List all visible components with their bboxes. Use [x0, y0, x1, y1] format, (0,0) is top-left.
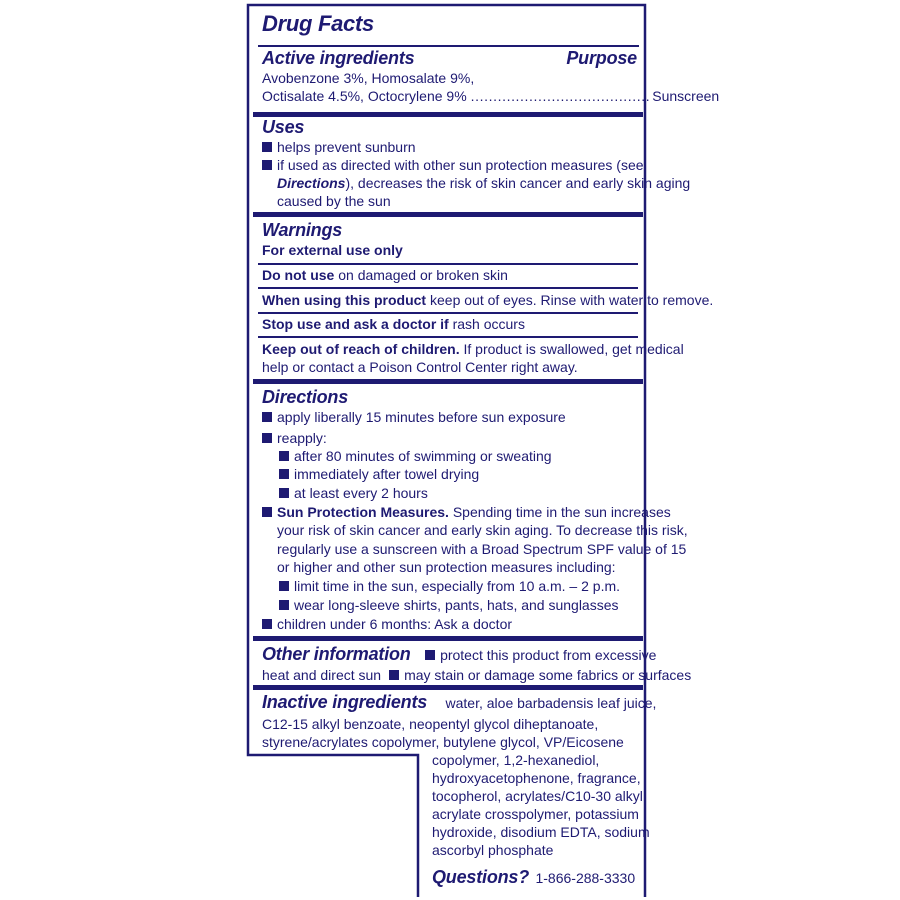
divider-active	[253, 112, 643, 117]
uses-item-1: helps prevent sunburn	[262, 138, 416, 156]
bullet-icon	[279, 600, 289, 610]
directions-item-3-l4: or higher and other sun protection measures including:	[277, 559, 616, 575]
keep-out-reach-cont: help or contact a Poison Control Center right away.	[262, 359, 578, 375]
divider-donot	[258, 287, 638, 289]
uses-heading: Uses	[262, 117, 305, 137]
inactive-line-8: hydroxide, disodium EDTA, sodium	[432, 824, 650, 840]
page-title: Drug Facts	[262, 11, 374, 36]
inactive-line-5: hydroxyacetophenone, fragrance,	[432, 770, 641, 786]
bullet-icon	[279, 451, 289, 461]
divider-external	[258, 263, 638, 265]
uses-item-2-cont: Directions), decreases the risk of skin cancer and early skin aging	[277, 175, 691, 191]
divider-stop	[258, 336, 638, 338]
inactive-line-2: C12-15 alkyl benzoate, neopentyl glycol diheptanoate,	[262, 716, 599, 732]
active-line-1: Avobenzone 3%, Homosalate 9%,	[262, 70, 475, 86]
other-line-1: Other information protect this product from excessive	[262, 644, 657, 664]
divider-when	[258, 312, 638, 314]
purpose-heading: Purpose	[566, 48, 637, 68]
directions-sub-5: wear long-sleeve shirts, pants, hats, and sunglasses	[279, 596, 619, 614]
warnings-heading: Warnings	[262, 220, 343, 240]
uses-item-2: if used as directed with other sun protection measures (see	[262, 156, 644, 174]
directions-item-3-l3: regularly use a sunscreen with a Broad Spectrum SPF value of 15	[277, 541, 687, 557]
directions-ref: Directions	[277, 175, 346, 191]
bullet-icon	[425, 650, 435, 660]
active-ingredients-text: Octisalate 4.5%, Octocrylene 9%	[262, 88, 467, 104]
inactive-line-7: acrylate crosspolymer, potassium	[432, 806, 639, 822]
bullet-icon	[279, 581, 289, 591]
bullet-icon	[279, 488, 289, 498]
bullet-icon	[389, 670, 399, 680]
leader-dots: ........................................	[470, 88, 651, 104]
directions-sub-1: after 80 minutes of swimming or sweating	[279, 447, 552, 465]
external-use: For external use only	[262, 242, 403, 258]
do-not-use: Do not use on damaged or broken skin	[262, 267, 508, 283]
divider-uses	[253, 212, 643, 217]
bullet-icon	[279, 469, 289, 479]
questions-line	[432, 866, 635, 888]
directions-item-3: Sun Protection Measures. Spending time in the sun increases	[262, 503, 671, 521]
inactive-heading: Inactive ingredients	[262, 692, 428, 712]
divider-other	[253, 685, 643, 690]
phone-number: 1-866-288-3330	[535, 870, 636, 886]
directions-item-2: reapply:	[262, 429, 327, 447]
inactive-line-3: styrene/acrylates copolymer, butylene glycol, VP/Eicosene	[262, 734, 624, 750]
directions-heading: Directions	[262, 387, 349, 407]
divider-warnings	[253, 379, 643, 384]
inactive-line-4: copolymer, 1,2-hexanediol,	[432, 752, 600, 768]
directions-item-3-l2: your risk of skin cancer and early skin aging. To decrease this risk,	[277, 522, 688, 538]
bullet-icon	[262, 142, 272, 152]
other-heading: Other information	[262, 644, 411, 664]
stop-use: Stop use and ask a doctor if rash occurs	[262, 316, 525, 332]
keep-out-reach: Keep out of reach of children. If product is swallowed, get medical	[262, 341, 684, 357]
questions-label: Questions?	[432, 867, 530, 887]
active-line-2	[262, 87, 720, 105]
active-heading: Active ingredients	[262, 48, 415, 68]
directions-item-1: apply liberally 15 minutes before sun exposure	[262, 408, 566, 426]
directions-sub-4: limit time in the sun, especially from 10 a.m. – 2 p.m.	[279, 577, 620, 595]
inactive-line-6: tocopherol, acrylates/C10-30 alkyl	[432, 788, 643, 804]
other-line-2: heat and direct sun may stain or damage some fabrics or surfaces	[262, 667, 692, 683]
when-using: When using this product keep out of eyes. Rinse with water to remove.	[262, 292, 714, 308]
directions-item-4: children under 6 months: Ask a doctor	[262, 615, 512, 633]
inactive-line-9: ascorbyl phosphate	[432, 842, 554, 858]
bullet-icon	[262, 619, 272, 629]
bullet-icon	[262, 412, 272, 422]
directions-sub-2: immediately after towel drying	[279, 465, 479, 483]
uses-item-2-end: caused by the sun	[277, 193, 391, 209]
divider-directions	[253, 636, 643, 641]
bullet-icon	[262, 160, 272, 170]
bullet-icon	[262, 433, 272, 443]
inactive-line-1: Inactive ingredients water, aloe barbadensis leaf juice,	[262, 692, 657, 712]
directions-sub-3: at least every 2 hours	[279, 484, 428, 502]
bullet-icon	[262, 507, 272, 517]
purpose-value: Sunscreen	[652, 88, 720, 104]
